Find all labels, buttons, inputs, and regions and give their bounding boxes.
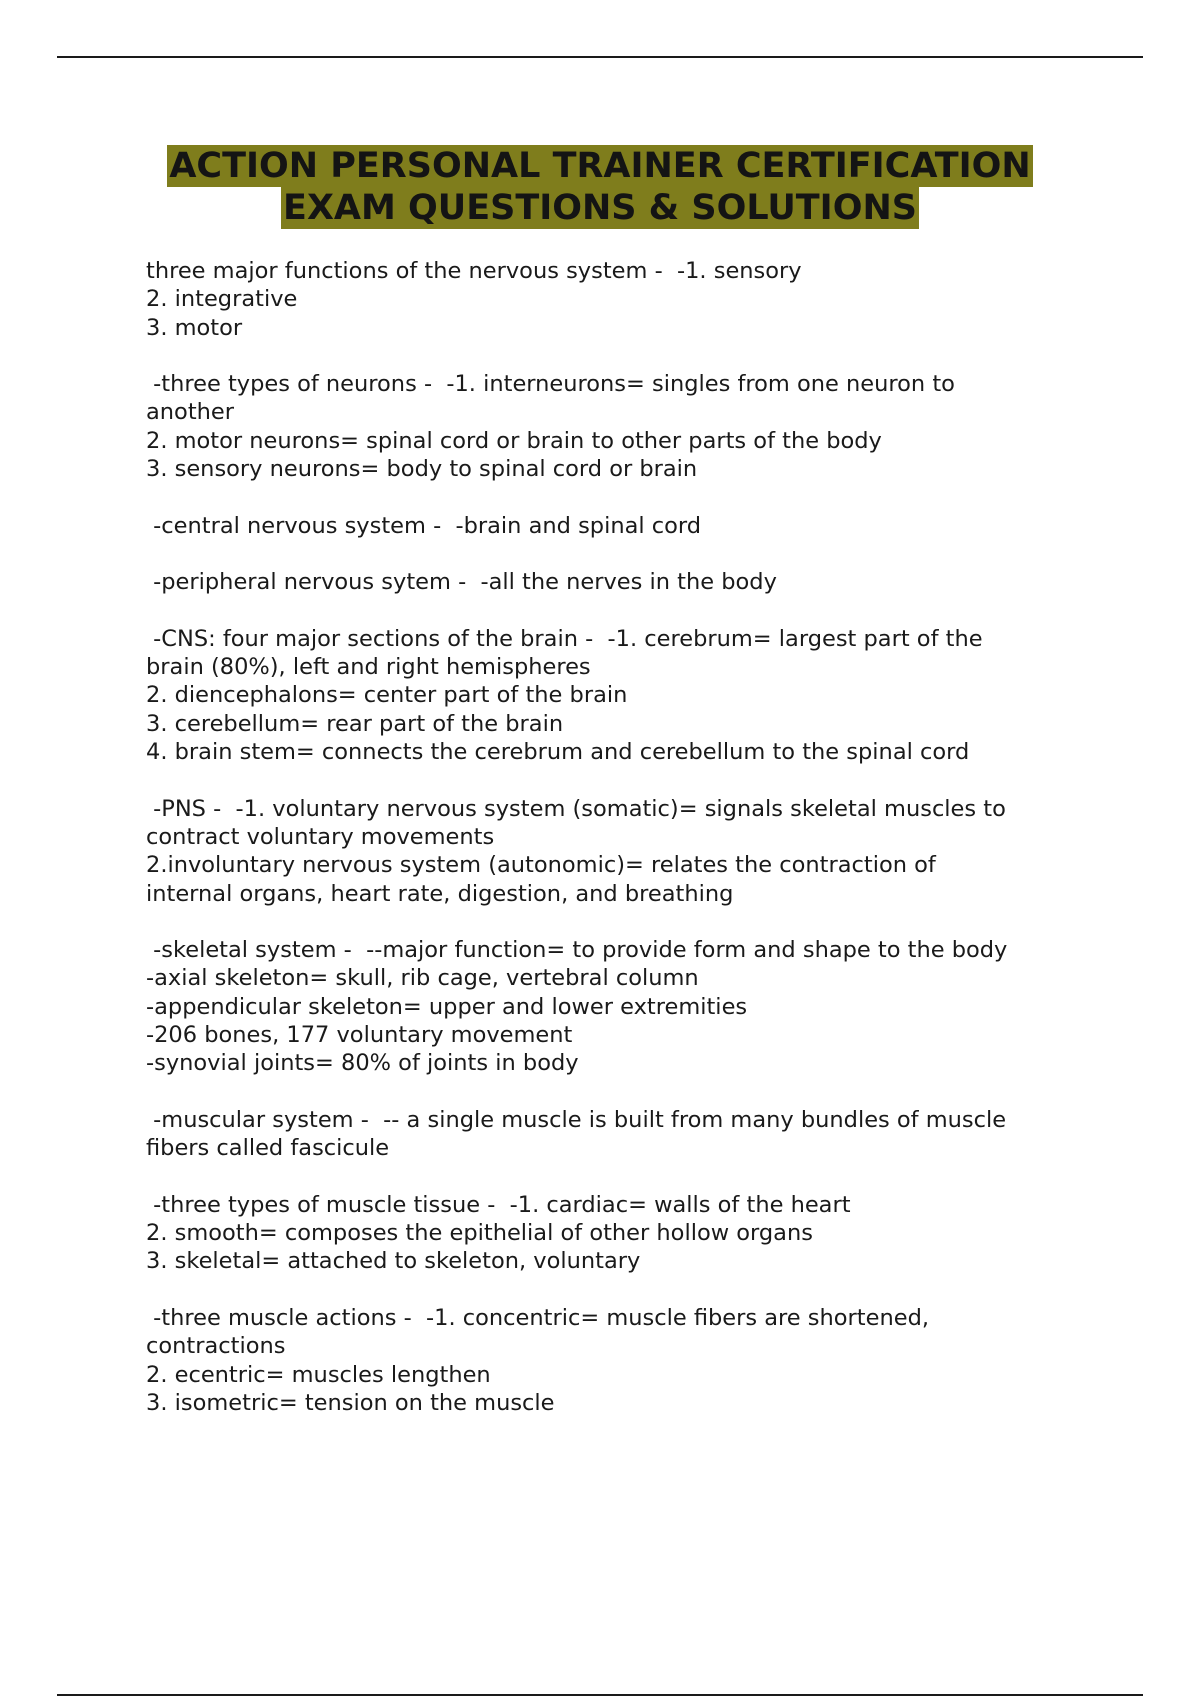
entry-question-line: -central nervous system - -brain and spinal cord	[146, 512, 702, 539]
qa-entry	[146, 257, 1086, 342]
entry-answer-line: 4. brain stem= connects the cerebrum and cerebellum to the spinal cord	[146, 739, 970, 766]
entry-question-line: -peripheral nervous sytem - -all the nerves in the body	[146, 569, 777, 596]
entry-answer-line: contractions	[146, 1333, 286, 1360]
entry-answer-line: 3. motor	[146, 314, 243, 341]
entry-question-line: -three types of neurons - -1. interneurons= singles from one neuron to	[146, 371, 955, 398]
top-rule	[57, 56, 1143, 58]
entry-answer-line: internal organs, heart rate, digestion, and breathing	[146, 880, 734, 907]
entry-answer-line: contract voluntary movements	[146, 823, 495, 850]
document-body	[146, 257, 1086, 1445]
title-line-1: ACTION PERSONAL TRAINER CERTIFICATION	[169, 146, 1031, 186]
entry-answer-line: -axial skeleton= skull, rib cage, vertebral column	[146, 965, 699, 992]
entry-answer-line: 3. isometric= tension on the muscle	[146, 1389, 555, 1416]
qa-entry	[146, 568, 1086, 596]
document-title	[0, 145, 1200, 229]
qa-entry	[146, 795, 1086, 908]
entry-answer-line: fibers called fascicule	[146, 1135, 390, 1162]
entry-answer-line: 2. integrative	[146, 286, 298, 313]
qa-entry	[146, 936, 1086, 1077]
entry-answer-line: another	[146, 399, 234, 426]
entry-answer-line: 2. diencephalons= center part of the brain	[146, 682, 628, 709]
entry-answer-line: 2. motor neurons= spinal cord or brain to other parts of the body	[146, 427, 882, 454]
entry-answer-line: -206 bones, 177 voluntary movement	[146, 1022, 573, 1049]
entry-answer-line: 3. skeletal= attached to skeleton, voluntary	[146, 1248, 641, 1275]
entry-answer-line: 3. sensory neurons= body to spinal cord or brain	[146, 456, 698, 483]
entry-question-line: three major functions of the nervous system - -1. sensory	[146, 258, 802, 284]
entry-answer-line: -synovial joints= 80% of joints in body	[146, 1050, 579, 1077]
entry-question-line: -muscular system - -- a single muscle is built from many bundles of muscle	[146, 1106, 1007, 1133]
qa-entry	[146, 370, 1086, 483]
entry-answer-line: 3. cerebellum= rear part of the brain	[146, 710, 564, 737]
entry-question-line: -three muscle actions - -1. concentric= muscle fibers are shortened,	[146, 1304, 930, 1331]
entry-question-line: -CNS: four major sections of the brain - -1. cerebrum= largest part of the	[146, 625, 983, 652]
qa-entry	[146, 1304, 1086, 1417]
entry-question-line: -three types of muscle tissue - -1. cardiac= walls of the heart	[146, 1191, 851, 1218]
qa-entry	[146, 625, 1086, 766]
title-line-2: EXAM QUESTIONS & SOLUTIONS	[283, 188, 917, 228]
entry-answer-line: brain (80%), left and right hemispheres	[146, 654, 591, 681]
entry-answer-line: 2.involuntary nervous system (autonomic)= relates the contraction of	[146, 852, 936, 879]
entry-question-line: -PNS - -1. voluntary nervous system (somatic)= signals skeletal muscles to	[146, 795, 1006, 822]
entry-answer-line: -appendicular skeleton= upper and lower extremities	[146, 993, 748, 1020]
entry-answer-line: 2. ecentric= muscles lengthen	[146, 1361, 491, 1388]
qa-entry	[146, 1191, 1086, 1276]
bottom-rule	[57, 1694, 1143, 1696]
qa-entry	[146, 1106, 1086, 1163]
entry-question-line: -skeletal system - --major function= to provide form and shape to the body	[146, 937, 1008, 964]
qa-entry	[146, 512, 1086, 540]
entry-answer-line: 2. smooth= composes the epithelial of other hollow organs	[146, 1220, 813, 1247]
